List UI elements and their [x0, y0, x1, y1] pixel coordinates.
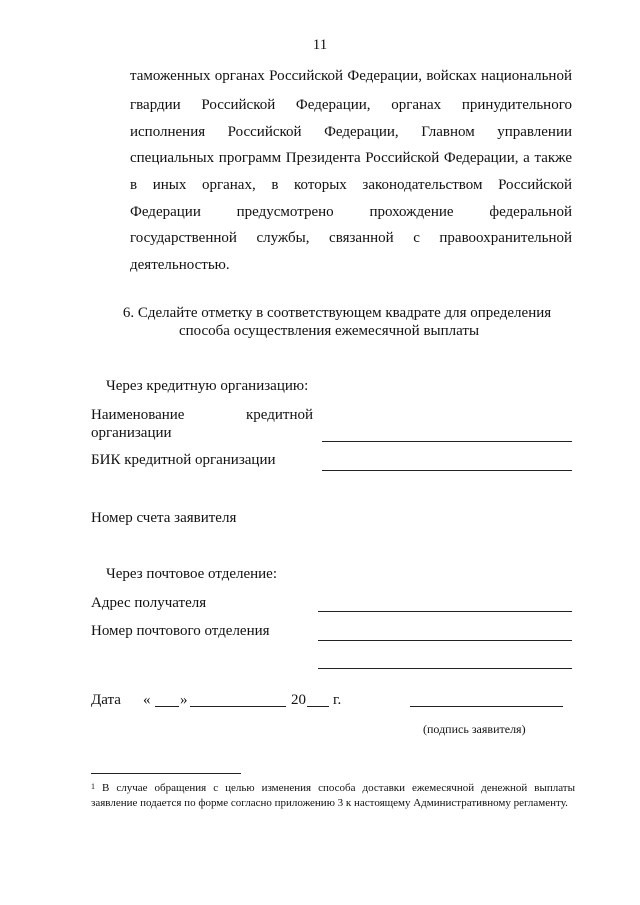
paragraph-line: деятельностью. — [130, 257, 230, 273]
bank-name-field[interactable] — [322, 441, 572, 442]
date-close-quote: » — [180, 692, 188, 708]
signature-caption: (подпись заявителя) — [423, 722, 526, 736]
post-office-number-label: Номер почтового отделения — [91, 623, 270, 639]
footnote-divider — [91, 773, 241, 774]
bank-name-label: кредитной — [246, 407, 314, 423]
recipient-address-field[interactable] — [318, 611, 572, 612]
paragraph-line: специальных программ Президента Российской Федерации, а также — [130, 150, 572, 166]
account-number-label: Номер счета заявителя — [91, 510, 237, 526]
footnote — [91, 781, 575, 811]
signature-field[interactable] — [410, 706, 563, 707]
date-year-field[interactable] — [307, 706, 329, 707]
paragraph-line: Федерации предусмотрено прохождение федеральной — [130, 204, 572, 220]
post-office-title: Через почтовое отделение: — [106, 566, 278, 582]
paragraph-line: исполнения Российской Федерации, Главном управлении — [130, 124, 572, 140]
footnote-marker: 1 — [91, 782, 95, 791]
bank-name-label: организации — [91, 425, 172, 441]
date-year-suffix: г. — [333, 692, 342, 708]
page-number: 11 — [312, 37, 328, 53]
paragraph-line: таможенных органах Российской Федерации, войсках национальной — [130, 68, 572, 84]
recipient-address-label: Адрес получателя — [91, 595, 207, 611]
date-month-field[interactable] — [190, 706, 286, 707]
date-day-field[interactable] — [155, 706, 179, 707]
bik-label: БИК кредитной организации — [91, 452, 276, 468]
bik-field[interactable] — [322, 470, 572, 471]
credit-org-title: Через кредитную организацию: — [106, 378, 309, 394]
section-heading: 6. Сделайте отметку в соответствующем квадрате для определения — [122, 305, 552, 321]
date-label: Дата — [91, 692, 121, 708]
paragraph-line: государственной службы, связанной с правоохранительной — [130, 230, 572, 246]
post-office-extra-field[interactable] — [318, 668, 572, 669]
date-open-quote: « — [143, 692, 151, 708]
section-heading: способа осуществления ежемесячной выплаты — [178, 323, 480, 339]
paragraph-line: гвардии Российской Федерации, органах принудительного — [130, 97, 572, 113]
paragraph-line: в иных органах, в которых законодательством Российской — [130, 177, 572, 193]
bank-name-label: Наименование — [91, 407, 185, 423]
post-office-number-field[interactable] — [318, 640, 572, 641]
date-year-prefix: 20 — [291, 692, 306, 708]
footnote-text: В случае обращения с целью изменения способа доставки ежемесячной денежной выплаты заявление подается по форме согласно приложению 3 к настоящему Административному регламенту. — [91, 782, 576, 809]
